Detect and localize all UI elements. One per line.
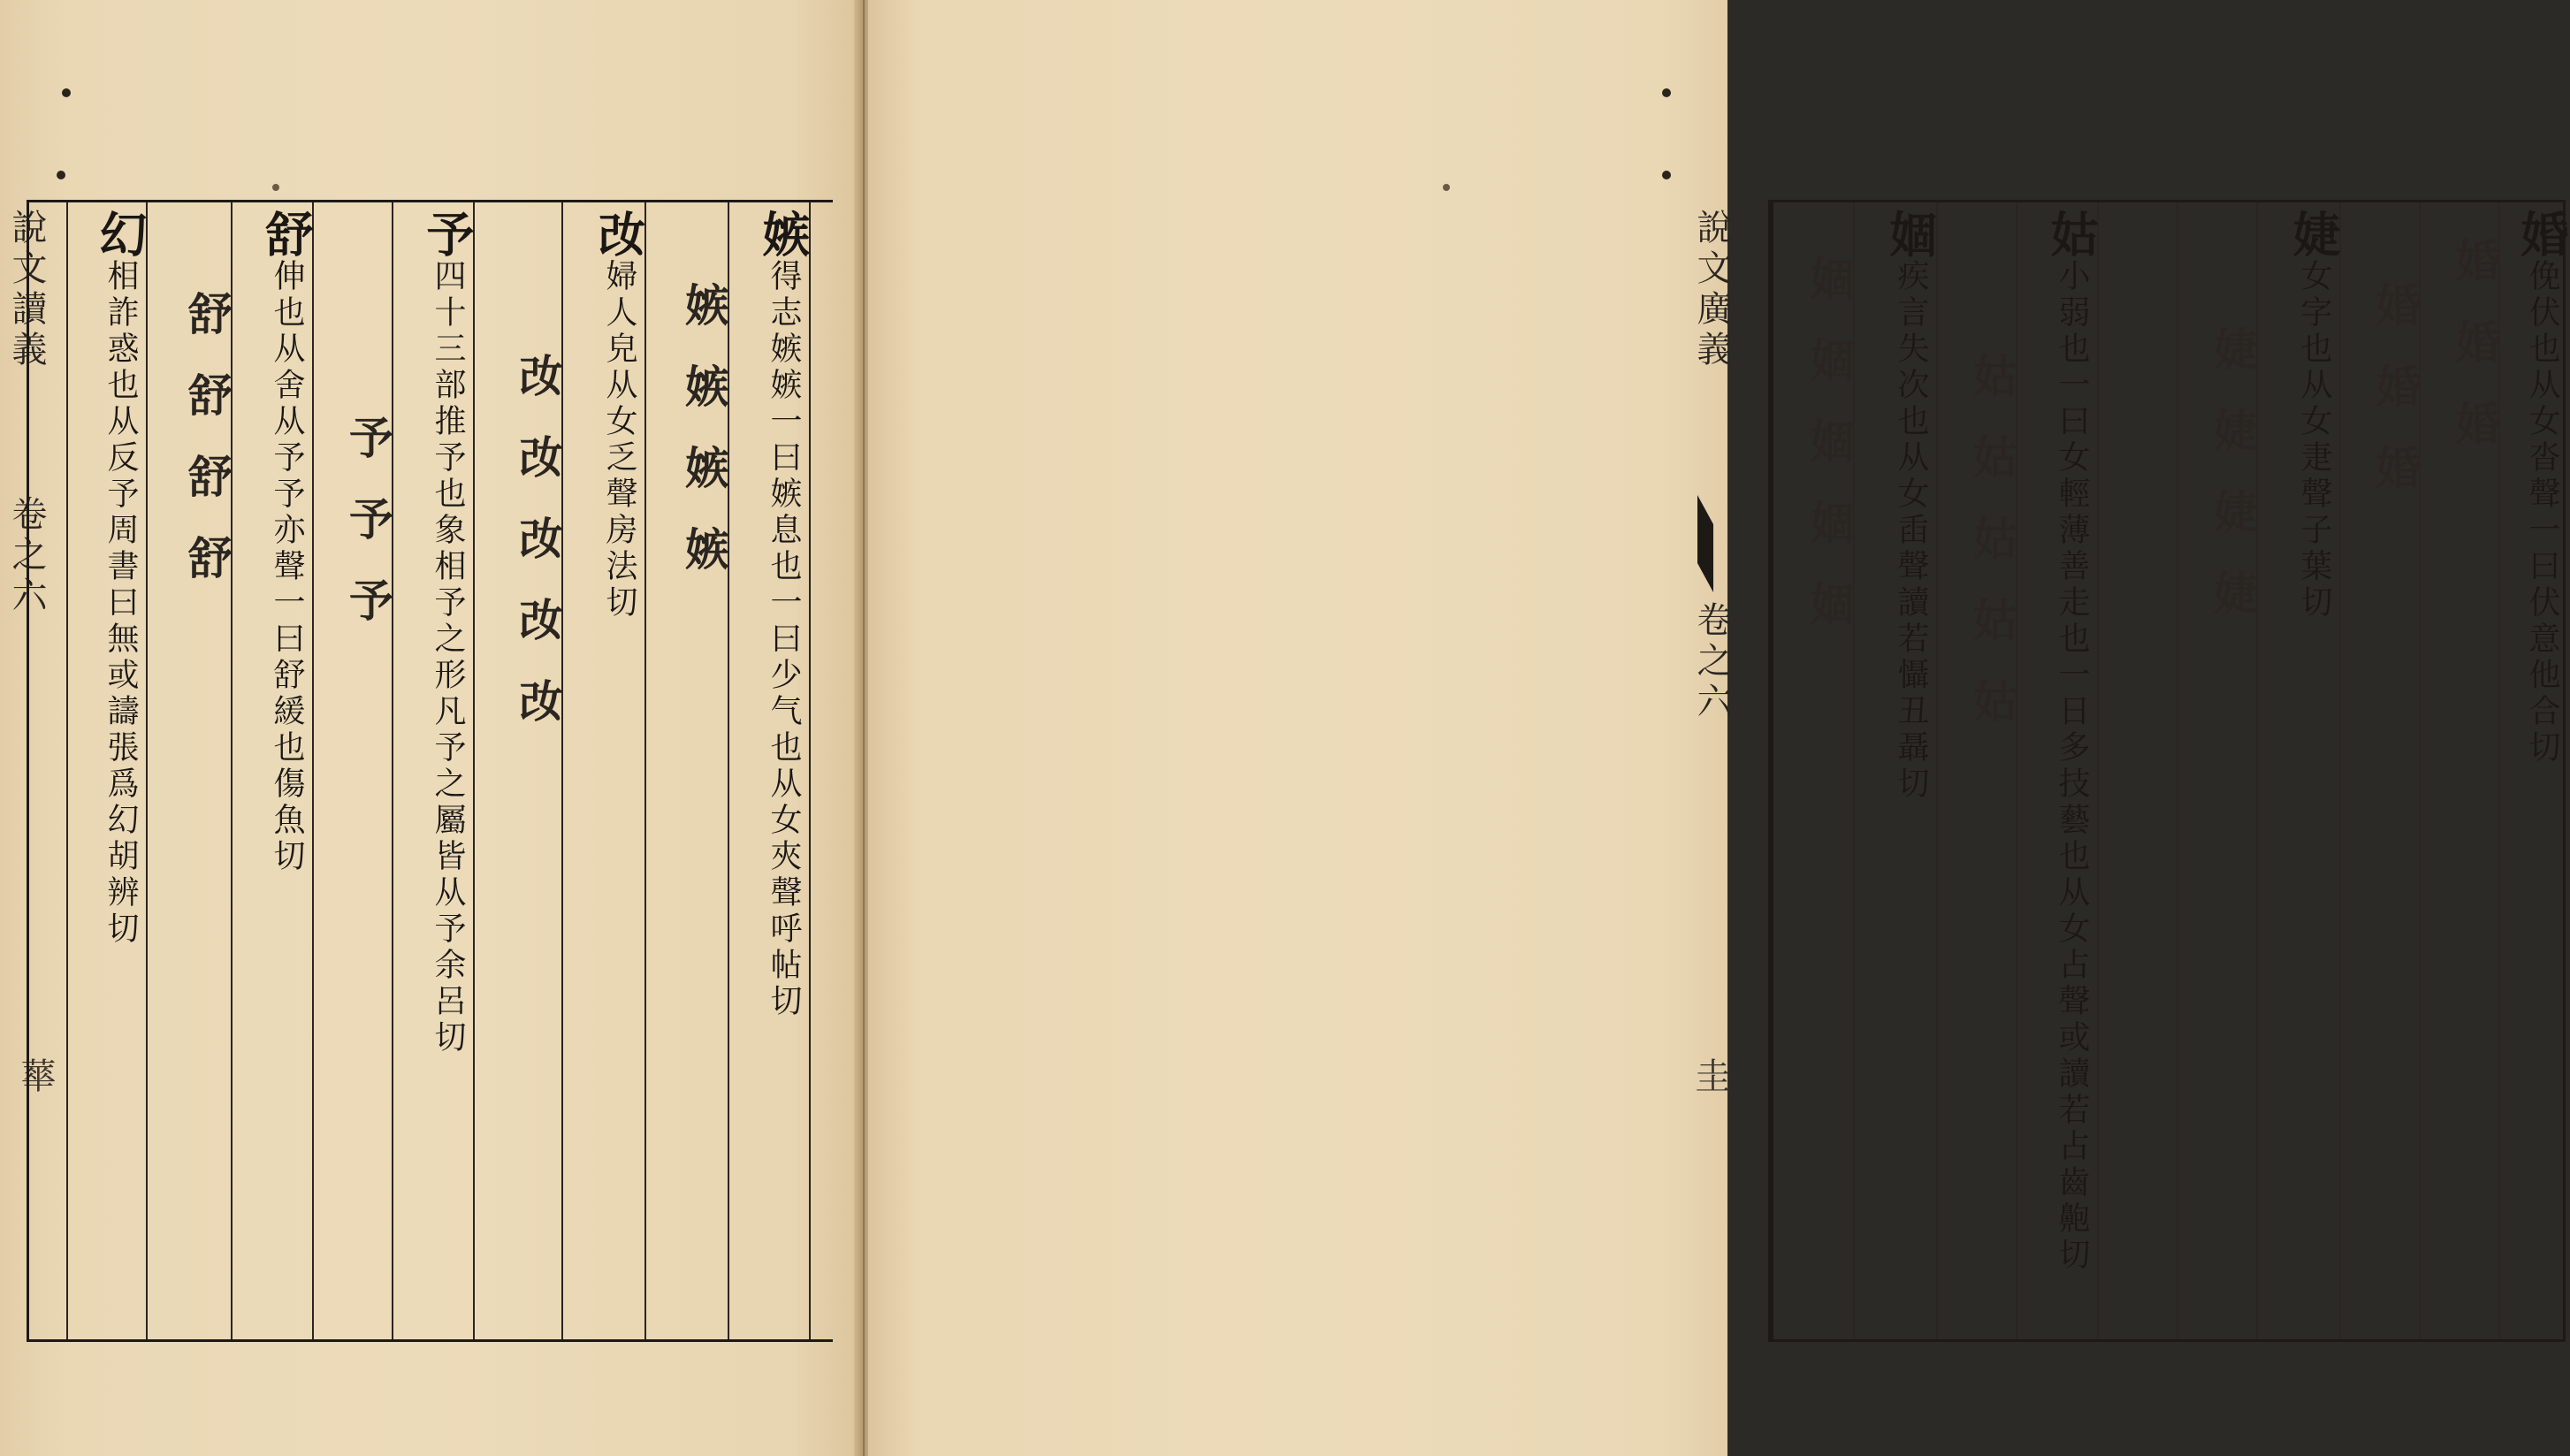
- entry-column: [70, 210, 149, 1332]
- entry-column: [2260, 210, 2342, 1332]
- binding-hole: [1662, 171, 1671, 179]
- left-page: [0, 0, 859, 1456]
- seal-script-column: 妀妀妀妀妀: [512, 353, 564, 759]
- head-character: 妀: [591, 210, 647, 259]
- seal-script-column: 婟婟婟婟婟: [1804, 255, 1856, 662]
- binding-hole: [62, 88, 71, 97]
- head-character: 姑: [2043, 210, 2100, 259]
- entry-column: [395, 210, 476, 1332]
- gloss-text: 婦人皃从女乏聲房法切: [601, 259, 637, 621]
- gloss-text: 俛伏也从女沓聲一曰伏意他合切: [2524, 259, 2560, 766]
- entry-column: [1857, 210, 1939, 1332]
- gloss-text: 小弱也一曰女輕薄善走也一日多技藝也从女占聲或讀若占齒䶌切: [2054, 259, 2090, 1274]
- entry-column: [565, 210, 647, 1332]
- head-character: 幻: [92, 210, 149, 259]
- margin-book-title: 說文廣義: [1691, 209, 1732, 371]
- gloss-text: 疾言失次也从女臿聲讀若懾丑聶切: [1893, 259, 1929, 803]
- text-frame: [27, 200, 833, 1342]
- ink-dot: [1443, 184, 1450, 191]
- head-character: 予: [419, 210, 476, 259]
- margin-book-title: 說文讀義: [6, 209, 47, 371]
- entry-column: [2019, 210, 2100, 1332]
- binding-hole: [57, 171, 65, 179]
- head-character: 婚: [2513, 210, 2570, 259]
- head-character: 婟: [1882, 210, 1939, 259]
- gloss-text: 四十三部推予也象相予之形凡予之屬皆从予余呂切: [430, 259, 466, 1056]
- head-character: 嫉: [755, 210, 812, 259]
- gloss-text: 得志嫉嫉一曰嫉息也一曰少气也从女夾聲呼帖切: [766, 259, 802, 1020]
- fold-mark: [1697, 495, 1713, 592]
- right-page: [868, 0, 2570, 1456]
- seal-script-column: 嫉嫉嫉嫉: [678, 282, 730, 607]
- leaf-number: 蕐: [15, 1057, 56, 1093]
- gloss-text: 相詐惑也从反予周書曰無或譸張爲幻胡辨切: [103, 259, 139, 948]
- seal-script-column: 婚婚婚: [2369, 282, 2421, 526]
- leaf-number: 圭: [1689, 1057, 1730, 1093]
- head-character: 婕: [2285, 210, 2342, 259]
- empty-column: [2101, 210, 2175, 1332]
- seal-script-column: 姑姑姑姑姑: [1966, 353, 2018, 759]
- ink-dot: [272, 184, 279, 191]
- entry-column: [729, 210, 812, 1332]
- gloss-text: 伸也从舍从予予亦聲一曰舒緩也傷魚切: [269, 259, 305, 875]
- text-frame: [1768, 200, 2570, 1342]
- seal-script-column: 婕婕婕婕: [2207, 326, 2259, 652]
- seal-script-column: 予予予: [342, 415, 394, 659]
- margin-volume-label: 卷之六: [6, 495, 47, 617]
- gloss-text: 女字也从女疌聲子葉切: [2296, 259, 2332, 621]
- seal-script-column: 舒舒舒舒: [181, 291, 233, 616]
- seal-script-column: 婚婚婚: [2449, 238, 2501, 482]
- entry-column: [234, 210, 315, 1332]
- head-character: 舒: [258, 210, 315, 259]
- binding-hole: [1662, 88, 1671, 97]
- margin-volume-label: 卷之六: [1691, 601, 1732, 723]
- entry-column: [2502, 210, 2570, 1332]
